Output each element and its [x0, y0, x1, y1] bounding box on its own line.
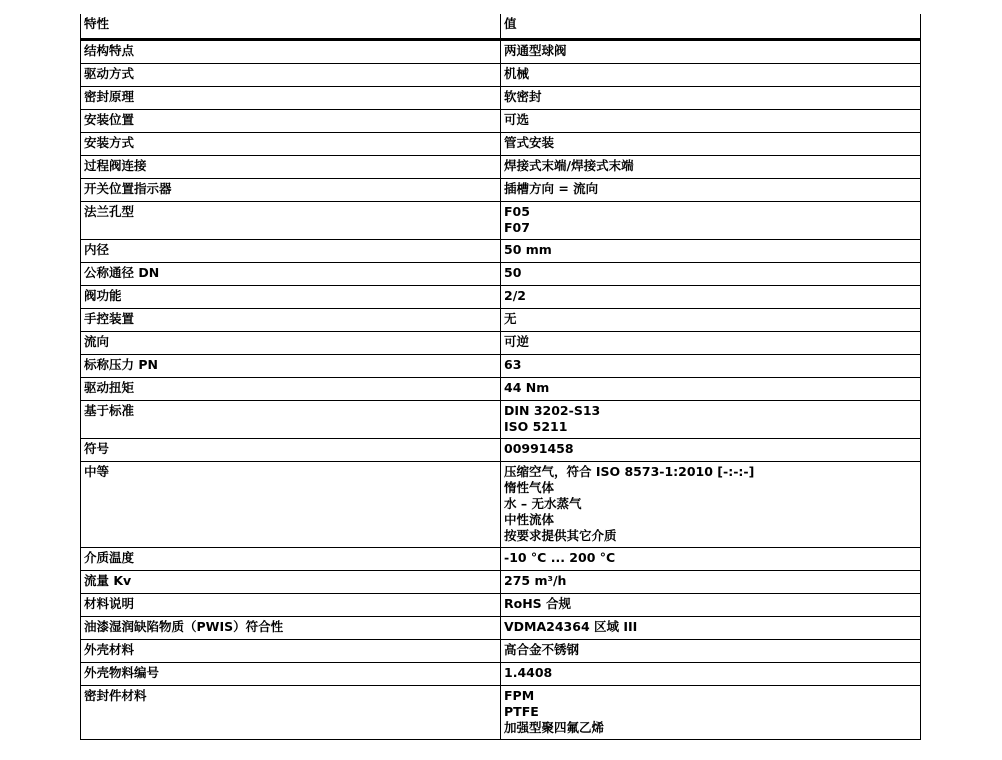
table-row: [81, 263, 921, 286]
value-cell: [501, 202, 921, 240]
property-cell: 中等: [81, 462, 501, 548]
property-cell: 标称压力 PN: [81, 355, 501, 378]
value-line: 63: [504, 357, 522, 372]
property-cell: 密封件材料: [81, 686, 501, 740]
property-cell: 驱动方式: [81, 64, 501, 87]
value-cell: [501, 240, 921, 263]
value-cell: [501, 686, 921, 740]
value-cell: [501, 548, 921, 571]
table-row: [81, 110, 921, 133]
value-cell: [501, 110, 921, 133]
table-row: [81, 617, 921, 640]
value-line: VDMA24364 区域 III: [504, 619, 638, 634]
value-cell: [501, 332, 921, 355]
value-line: F07: [504, 220, 530, 235]
property-cell: 密封原理: [81, 87, 501, 110]
table-row: [81, 309, 921, 332]
value-line: 1.4408: [504, 665, 553, 680]
value-line: ISO 5211: [504, 419, 568, 434]
table-row: [81, 462, 921, 548]
value-line: 44 Nm: [504, 380, 550, 395]
value-line: 水 – 无水蒸气: [504, 496, 582, 511]
property-cell: 符号: [81, 439, 501, 462]
table-row: [81, 378, 921, 401]
property-cell: 驱动扭矩: [81, 378, 501, 401]
value-cell: [501, 133, 921, 156]
property-cell: 公称通径 DN: [81, 263, 501, 286]
property-cell: 介质温度: [81, 548, 501, 571]
value-line: 50: [504, 265, 522, 280]
header-value: 值: [501, 14, 921, 40]
value-line: 50 mm: [504, 242, 552, 257]
table-row: [81, 240, 921, 263]
property-cell: 法兰孔型: [81, 202, 501, 240]
table-row: [81, 64, 921, 87]
value-line: 压缩空气，符合 ISO 8573-1:2010 [-:-:-]: [504, 464, 755, 479]
table-row: [81, 571, 921, 594]
table-row: [81, 286, 921, 309]
property-cell: 阀功能: [81, 286, 501, 309]
value-cell: [501, 355, 921, 378]
value-cell: [501, 617, 921, 640]
table-row: [81, 439, 921, 462]
value-cell: [501, 594, 921, 617]
value-line: F05: [504, 204, 530, 219]
value-cell: [501, 64, 921, 87]
property-cell: 外壳物料编号: [81, 663, 501, 686]
property-cell: 材料说明: [81, 594, 501, 617]
value-cell: [501, 179, 921, 202]
value-line: 加强型聚四氟乙烯: [504, 720, 605, 735]
property-cell: 流量 Kv: [81, 571, 501, 594]
value-cell: [501, 263, 921, 286]
table-row: [81, 594, 921, 617]
value-line: 中性流体: [504, 512, 555, 527]
property-cell: 流向: [81, 332, 501, 355]
property-cell: 油漆湿润缺陷物质（PWIS）符合性: [81, 617, 501, 640]
header-row: [81, 14, 921, 40]
table-row: [81, 202, 921, 240]
value-line: 机械: [504, 66, 530, 81]
property-cell: 内径: [81, 240, 501, 263]
table-row: [81, 548, 921, 571]
value-line: FPM: [504, 688, 535, 703]
value-line: 高合金不锈钢: [504, 642, 580, 657]
value-cell: [501, 462, 921, 548]
table-row: [81, 686, 921, 740]
property-cell: 开关位置指示器: [81, 179, 501, 202]
table-row: [81, 401, 921, 439]
value-line: 插槽方向 = 流向: [504, 181, 599, 196]
value-line: RoHS 合规: [504, 596, 572, 611]
header-property: 特性: [81, 14, 501, 40]
property-cell: 外壳材料: [81, 640, 501, 663]
value-line: 可选: [504, 112, 530, 127]
property-cell: 基于标准: [81, 401, 501, 439]
table-row: [81, 133, 921, 156]
value-line: 按要求提供其它介质: [504, 528, 617, 543]
value-cell: [501, 378, 921, 401]
table-row: [81, 332, 921, 355]
table-row: [81, 40, 921, 64]
table-header: [81, 14, 921, 40]
property-cell: 过程阀连接: [81, 156, 501, 179]
value-cell: [501, 286, 921, 309]
value-cell: [501, 309, 921, 332]
value-line: -10 °C ... 200 °C: [504, 550, 616, 565]
table-row: [81, 156, 921, 179]
table-row: [81, 355, 921, 378]
value-line: 两通型球阀: [504, 43, 567, 58]
value-cell: [501, 401, 921, 439]
value-line: 管式安装: [504, 135, 555, 150]
value-line: 软密封: [504, 89, 542, 104]
table-row: [81, 179, 921, 202]
value-cell: [501, 40, 921, 64]
value-line: 2/2: [504, 288, 526, 303]
value-cell: [501, 87, 921, 110]
spec-table: [80, 14, 921, 740]
value-cell: [501, 640, 921, 663]
table-body: [81, 40, 921, 740]
property-cell: 安装位置: [81, 110, 501, 133]
value-line: PTFE: [504, 704, 539, 719]
property-cell: 安装方式: [81, 133, 501, 156]
value-line: 275 m³/h: [504, 573, 567, 588]
property-cell: 结构特点: [81, 40, 501, 64]
value-line: 00991458: [504, 441, 574, 456]
value-cell: [501, 156, 921, 179]
value-cell: [501, 439, 921, 462]
value-line: DIN 3202-S13: [504, 403, 601, 418]
value-line: 惰性气体: [504, 480, 555, 495]
value-line: 无: [504, 311, 517, 326]
value-line: 可逆: [504, 334, 530, 349]
property-cell: 手控装置: [81, 309, 501, 332]
table-row: [81, 87, 921, 110]
table-row: [81, 663, 921, 686]
value-cell: [501, 571, 921, 594]
value-cell: [501, 663, 921, 686]
table-row: [81, 640, 921, 663]
value-line: 焊接式末端/焊接式末端: [504, 158, 634, 173]
